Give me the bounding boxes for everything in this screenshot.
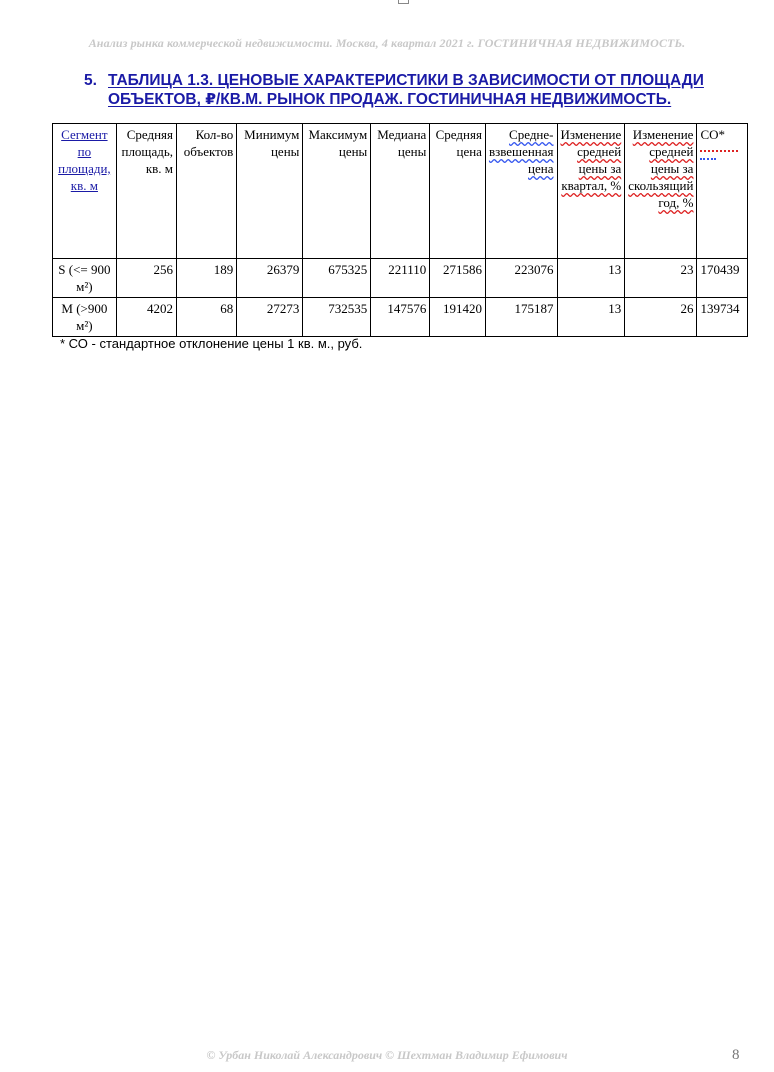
running-header: Анализ рынка коммерческой недвижимости. Москва, 4 квартал 2021 г. ГОСТИНИЧНАЯ НЕДВИЖИМОСТЬ. xyxy=(88,36,686,50)
cell-weighted: 175187 xyxy=(485,298,557,337)
spellcheck-underline xyxy=(700,146,738,152)
table-header-row xyxy=(53,124,748,259)
sd-header-text: СО* xyxy=(700,127,726,142)
segment-header-link[interactable]: Сегмент по площади, кв. м xyxy=(58,127,111,193)
cell-min: 27273 xyxy=(237,298,303,337)
header-cell-segment[interactable] xyxy=(53,124,117,259)
segment-cell: S (<= 900 м²) xyxy=(53,259,117,298)
copyright-footer: © Урбан Николай Александрович © Шехтман Владимир Ефимович xyxy=(206,1048,568,1062)
table-row xyxy=(53,298,748,337)
header-text-spellcheck: Средне-взвешенная цена xyxy=(488,127,554,176)
cell-chg-quarter: 13 xyxy=(557,298,625,337)
title-line-1: ТАБЛИЦА 1.3. ЦЕНОВЫЕ ХАРАКТЕРИСТИКИ В ЗАВИСИМОСТИ ОТ ПЛОЩАДИ xyxy=(108,72,704,89)
header-cell: Средняя площадь, кв. м xyxy=(116,124,176,259)
cell-chg-quarter: 13 xyxy=(557,259,625,298)
section-title-link[interactable] xyxy=(108,71,744,109)
page-number: 8 xyxy=(732,1047,740,1063)
section-number: 5. xyxy=(84,72,97,89)
header-cell-sd xyxy=(697,124,748,259)
cell-max: 732535 xyxy=(303,298,371,337)
cell-min: 26379 xyxy=(237,259,303,298)
cell-avg-area: 4202 xyxy=(116,298,176,337)
spellcheck-underline xyxy=(700,154,716,160)
header-cell: Медиана цены xyxy=(371,124,430,259)
segment-cell: M (>900 м²) xyxy=(53,298,117,337)
header-cell xyxy=(557,124,625,259)
header-cell: Средняя цена xyxy=(430,124,486,259)
header-text-spellcheck: Изменение средней цены за скользящий год, % xyxy=(628,127,694,210)
table-row xyxy=(53,259,748,298)
cell-sd: 139734 xyxy=(697,298,748,337)
cell-weighted: 223076 xyxy=(485,259,557,298)
cell-mean: 271586 xyxy=(430,259,486,298)
title-line-2: ОБЪЕКТОВ, ₽/КВ.М. РЫНОК ПРОДАЖ. ГОСТИНИЧНАЯ НЕДВИЖИМОСТЬ. xyxy=(108,91,672,108)
price-table xyxy=(52,123,748,337)
cell-avg-area: 256 xyxy=(116,259,176,298)
header-cell: Кол-во объектов xyxy=(177,124,237,259)
cell-chg-year: 23 xyxy=(625,259,697,298)
cell-max: 675325 xyxy=(303,259,371,298)
cell-median: 221110 xyxy=(371,259,430,298)
cell-chg-year: 26 xyxy=(625,298,697,337)
header-cell: Максимум цены xyxy=(303,124,371,259)
section-title xyxy=(84,71,744,109)
header-text-spellcheck: Изменение средней цены за квартал, % xyxy=(560,127,622,193)
cell-sd: 170439 xyxy=(697,259,748,298)
header-cell: Минимум цены xyxy=(237,124,303,259)
header-cell xyxy=(625,124,697,259)
table-footnote: * СО - стандартное отклонение цены 1 кв. м., руб. xyxy=(60,336,363,351)
page-top-marker xyxy=(398,0,409,4)
header-cell xyxy=(485,124,557,259)
cell-median: 147576 xyxy=(371,298,430,337)
cell-mean: 191420 xyxy=(430,298,486,337)
cell-count: 68 xyxy=(177,298,237,337)
cell-count: 189 xyxy=(177,259,237,298)
